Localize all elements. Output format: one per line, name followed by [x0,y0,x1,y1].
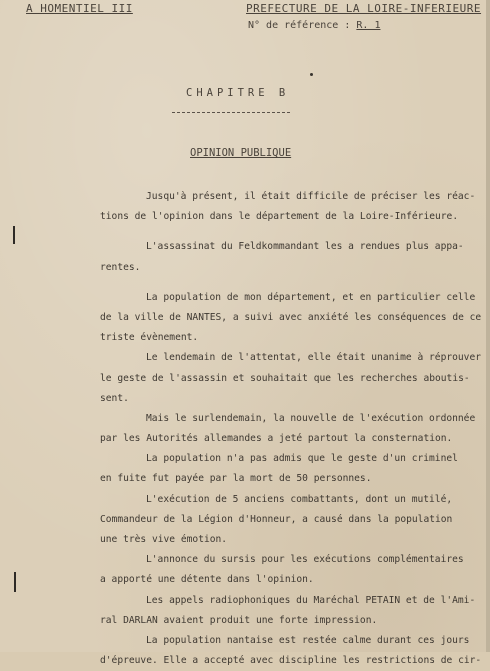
section-title: OPINION PUBLIQUE [190,147,292,159]
paragraph-line: par les Autorités allemandes a jeté partout la consternation. [100,433,453,445]
paragraph-line: sent. [100,392,129,404]
reference-value: R. 1 [356,20,381,31]
paragraph-line: Les appels radiophoniques du Maréchal PETAIN et de l'Ami- [146,594,476,606]
header-left: A HOMENTIEL III [26,2,133,15]
paragraph-line: La population nantaise est restée calme durant ces jours [146,634,470,646]
margin-mark [14,572,16,592]
paragraph-line: La population de mon département, et en particulier celle [146,291,476,303]
paragraph-line: L'assassinat du Feldkommandant les a rendues plus appa- [146,241,464,253]
paragraph-line: le geste de l'assassin et souhaitait que les recherches aboutis- [100,372,470,384]
paragraph-gap [100,278,485,288]
paragraph-line: L'exécution de 5 anciens combattants, dont un mutilé, [146,493,453,505]
paragraph-line: L'annonce du sursis pour les exécutions complémentaires [146,554,464,566]
paragraph-line: Jusqu'à présent, il était difficile de préciser les réac- [146,191,476,202]
page-edge [486,0,490,652]
paragraph-line: Mais le surlendemain, la nouvelle de l'exécution ordonnée [146,412,476,424]
margin-mark [13,226,15,244]
paragraph-line: tions de l'opinion dans le département de la Loire-Inférieure. [100,211,459,223]
chapter-title: CHAPITRE B [186,87,290,99]
paragraph-line: triste évènement. [100,332,199,344]
chapter-rule [172,112,290,113]
paragraph-gap [100,227,485,237]
paragraph-line: ral DARLAN avaient produit une forte impression. [100,614,378,626]
ink-dot [310,73,313,76]
paragraph-line: La population n'a pas admis que le geste d'un criminel [146,453,458,465]
paragraph-line: Commandeur de la Légion d'Honneur, a causé dans la population [100,513,453,525]
paragraph-line: en fuite fut payée par la mort de 50 personnes. [100,473,372,485]
paragraph-line: une très vive émotion. [100,534,228,545]
paragraph-line: Le lendemain de l'attentat, elle était unanime à réprouver [146,352,482,364]
header-right: PREFECTURE DE LA LOIRE-INFERIEURE [246,2,482,15]
body-text [100,187,485,671]
reference-label: N° de référence : [248,20,351,31]
paragraph-line: a apporté une détente dans l'opinion. [100,574,314,586]
paragraph-line: de la ville de NANTES, a suivi avec anxiété les conséquences de ce [100,311,482,323]
paragraph-line: d'épreuve. Elle a accepté avec discipline les restrictions de cir- [100,655,482,667]
paragraph-line: rentes. [100,261,141,273]
reference-line [248,20,380,31]
